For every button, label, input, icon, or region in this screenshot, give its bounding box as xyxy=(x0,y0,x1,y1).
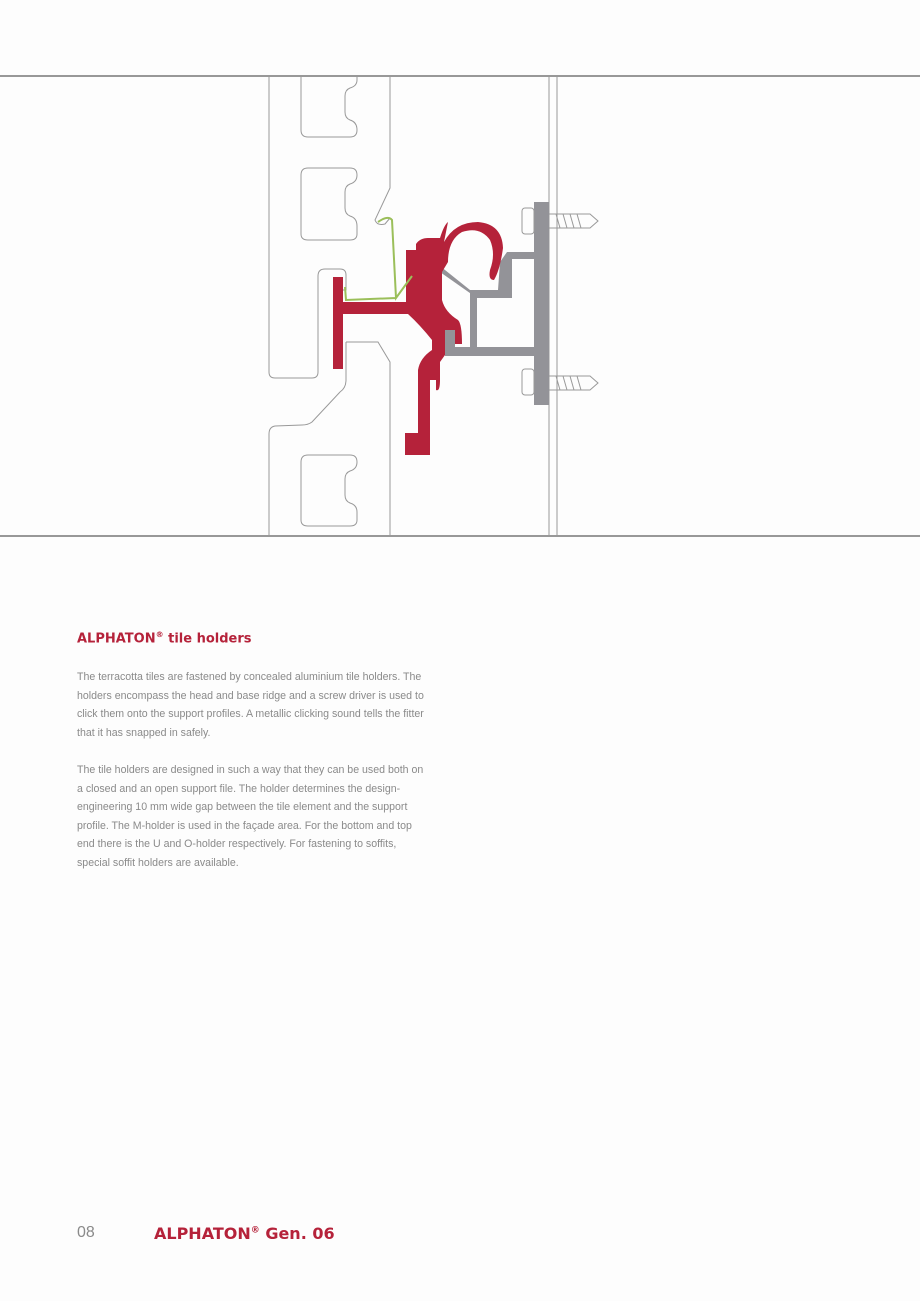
screws xyxy=(522,208,598,395)
paragraph-2: The tile holders are designed in such a way that they can be used both on a closed and an open support file. The holder determines the design-engineering 10 mm wide gap between the tile element and the support profile. The M-holder is used in the façade area. For the bottom and top end there is the U and O-holder respectively. For fastening to soffits, special soffit holders are available. xyxy=(77,764,424,869)
support-wall-lines xyxy=(549,76,557,536)
paragraph-1: The terracotta tiles are fastened by concealed aluminium tile holders. The holders encompass the head and base ridge and a screw driver is used to click them onto the support profiles. A metallic clicking sound tells the fitter that it has snapped in safely. xyxy=(77,671,424,739)
tile-holder-cross-section-diagram xyxy=(0,0,920,560)
alphaton-tile-holder xyxy=(333,222,503,455)
section-heading: ALPHATON® tile holders xyxy=(77,630,252,647)
spring-clip xyxy=(345,218,412,300)
footer-brand-title: ALPHATON® Gen. 06 xyxy=(154,1224,335,1243)
page-number: 08 xyxy=(77,1224,95,1241)
